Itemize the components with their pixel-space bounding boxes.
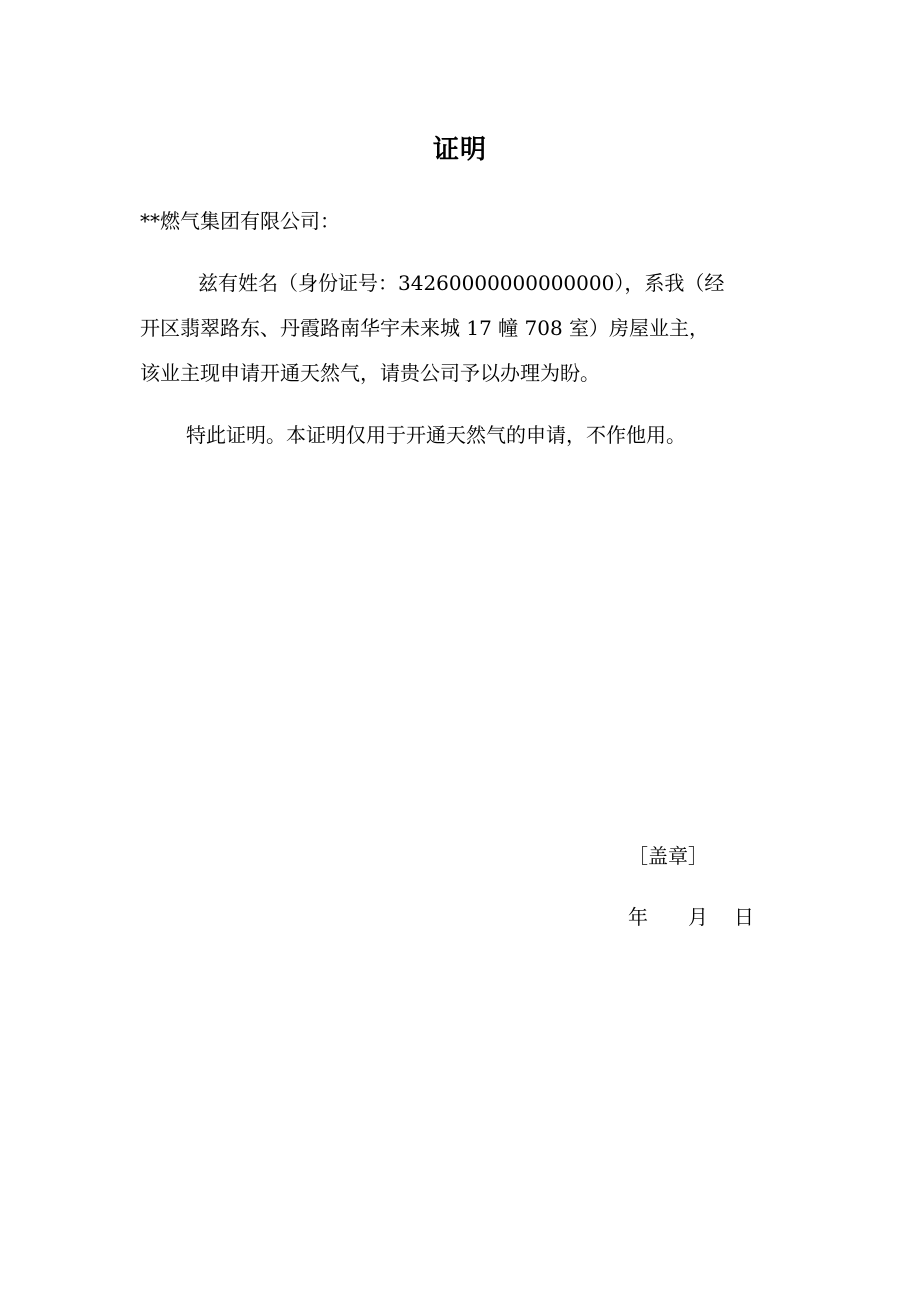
paragraph-1-line-1: 兹有姓名（身份证号：34260000000000000），系我（经: [198, 271, 725, 295]
date-day-label: 日: [734, 905, 754, 929]
document-title: 证明: [432, 135, 487, 165]
paragraph-1-line-3: 该业主现申请开通天然气，请贵公司予以办理为盼。: [140, 361, 600, 385]
date-line: [628, 903, 758, 931]
seal-placeholder: ［盖章］: [628, 844, 708, 868]
paragraph-1-line-2: 开区翡翠路东、丹霞路南华宇未来城 17 幢 708 室）房屋业主，: [140, 316, 710, 340]
paragraph-2: 特此证明。本证明仅用于开通天然气的申请，不作他用。: [186, 423, 686, 447]
salutation: **燃气集团有限公司：: [140, 209, 340, 233]
date-month-label: 月: [688, 905, 708, 929]
date-year-label: 年: [628, 905, 648, 929]
